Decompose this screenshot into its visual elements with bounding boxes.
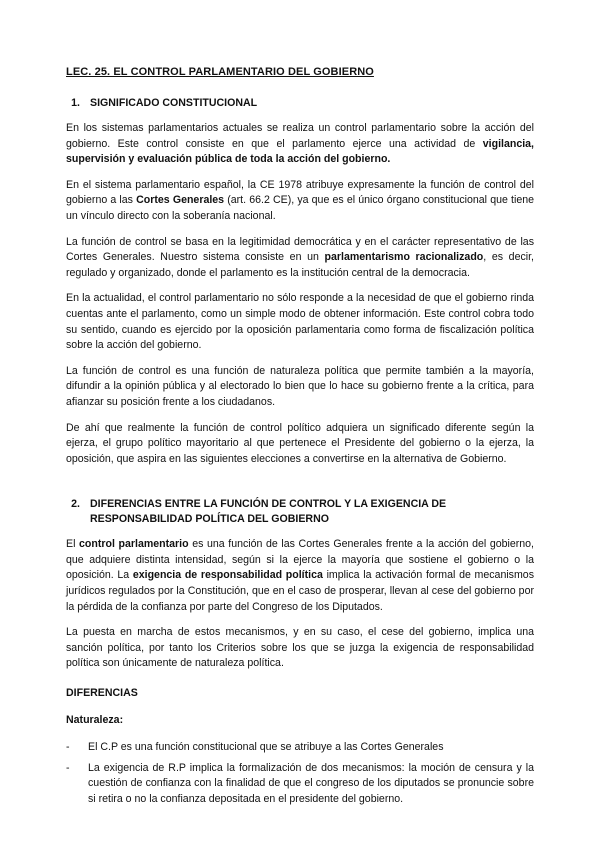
section-2-heading [66, 497, 534, 527]
text-span: (art. 66.2 CE), ya que es el único órgano constitucional que tiene un vínculo directo con la soberanía nacional. [66, 194, 534, 222]
text-span: La función de control se basa en la legitimidad democrática y en el carácter representativo de las Cortes Generales. Nuestro sistema consiste en un [66, 235, 534, 264]
section-2-number: 2. [71, 498, 80, 511]
section-1-paragraph-1 [66, 121, 534, 168]
list-dash: - [66, 761, 70, 774]
section-1-heading [66, 96, 534, 111]
diferencias-heading: DIFERENCIAS [66, 687, 138, 700]
bold-text: Cortes Generales [136, 194, 225, 207]
spacer [66, 477, 534, 497]
bold-text: exigencia de responsabilidad política [132, 569, 323, 582]
list-item [66, 740, 534, 756]
text-span: es una función de las Cortes Generales frente a la acción del gobierno, que adquiere distinta intensidad, según si la ejerce la mayoría que sostiene el gobierno o la oposición. La [66, 538, 534, 582]
text-span: En los sistemas parlamentarios actuales se realiza un control parlamentario sobre la acción del gobierno. Este control consiste en que el parlamento ejerce una actividad de [66, 122, 534, 150]
naturaleza-subheading: Naturaleza: [66, 714, 124, 727]
list-item-text: El C.P es una función constitucional que se atribuye a las Cortes Generales [88, 741, 444, 754]
page-title: LEC. 25. EL CONTROL PARLAMENTARIO DEL GOBIERNO [66, 66, 374, 78]
list-item-text: La exigencia de R.P implica la formalización de dos mecanismos: la moción de censura y la cuestión de confianza con la finalidad de que el congreso de los diputados se pronuncie sobre si retira o no la confianza depositada en el presidente del gobierno. [88, 761, 534, 805]
section-2-paragraph-1 [66, 537, 534, 615]
section-1-paragraph-4: En la actualidad, el control parlamentario no sólo responde a la necesidad de que el gobierno rinda cuentas ante el parlamento, como un simple modo de obtener información. Este control cobra todo su sentido, cuando es ejercido por la oposición parlamentaria como forma de fiscalización política sobre la acción del gobierno. [66, 292, 534, 352]
section-1-number: 1. [71, 97, 80, 109]
section-1-paragraph-6: De ahí que realmente la función de control político adquiera un significado diferente según la ejerza, el grupo político mayoritario al que pertenece el Presidente del gobierno o la ejerza, la oposición, que aspira en las siguientes elecciones a convertirse en la alternativa de Gobierno. [66, 421, 534, 465]
list-item [66, 761, 534, 808]
section-1-paragraph-2 [66, 178, 534, 225]
bold-text: vigilancia, supervisión y evaluación pública de toda la acción del gobierno. [66, 137, 534, 166]
section-1-paragraph-3 [66, 235, 534, 282]
text-span: , es decir, regulado y organizado, donde el parlamento es la institución central de la democracia. [66, 251, 535, 279]
section-2-title: DIFERENCIAS ENTRE LA FUNCIÓN DE CONTROL Y LA EXIGENCIA DE RESPONSABILIDAD POLÍTICA DEL GOBIERNO [90, 498, 447, 526]
bold-text: parlamentarismo racionalizado [324, 251, 484, 264]
bold-text: control parlamentario [79, 538, 189, 551]
naturaleza-list [66, 740, 534, 807]
text-span: implica la activación formal de mecanismos jurídicos regulados por la Constitución, que en el caso de prosperar, llevan al cese del gobierno por la pérdida de la confianza por parte del Congreso de los Diputados. [66, 569, 534, 613]
text-span: En el sistema parlamentario español, la CE 1978 atribuye expresamente la función de control del gobierno a las [66, 178, 534, 207]
section-1-title: SIGNIFICADO CONSTITUCIONAL [90, 97, 258, 109]
section-2-paragraph-2: La puesta en marcha de estos mecanismos, y en su caso, el cese del gobierno, implica una sanción política, por tanto los Criterios sobre los que se juzga la exigencia de responsabilidad política son únicamente de naturaleza política. [66, 626, 534, 670]
list-dash: - [66, 741, 70, 754]
section-1-paragraph-5: La función de control es una función de naturaleza política que permite también a la mayoría, difundir a la opinión pública y al electorado lo bien que lo hace su gobierno frente a la crítica, para afianzar su posición frente a los ciudadanos. [66, 364, 534, 408]
text-span: El [66, 538, 80, 551]
